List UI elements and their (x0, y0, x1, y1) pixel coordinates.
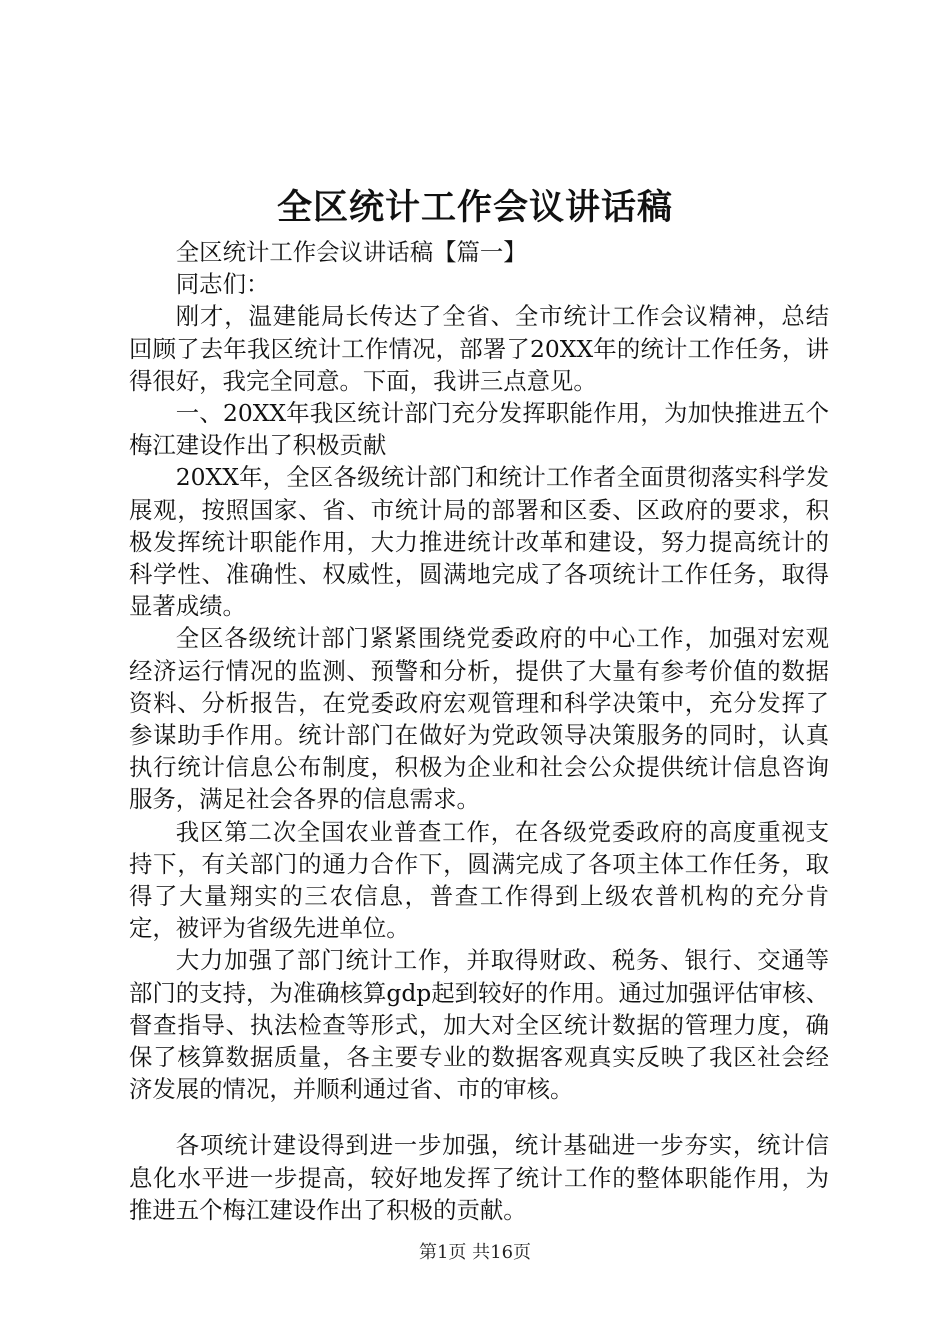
paragraph-overview: 20XX年，全区各级统计部门和统计工作者全面贯彻落实科学发展观，按照国家、省、市统计局的部署和区委、区政府的要求，积极发挥统计职能作用，大力推进统计改革和建设，努力提高统计的科学性、准确性、权威性，圆满地完成了各项统计工作任务，取得显著成绩。 (129, 463, 829, 621)
paragraph-intro: 刚才，温建能局长传达了全省、全市统计工作会议精神，总结回顾了去年我区统计工作情况，部署了20XX年的统计工作任务，讲得很好，我完全同意。下面，我讲三点意见。 (129, 302, 829, 395)
document-body (129, 236, 829, 1226)
paragraph-macro-monitoring: 全区各级统计部门紧紧围绕党委政府的中心工作，加强对宏观经济运行情况的监测、预警和分析，提供了大量有参考价值的数据资料、分析报告，在党委政府宏观管理和科学决策中，充分发挥了参谋助手作用。统计部门在做好为党政领导决策服务的同时，认真执行统计信息公布制度，积极为企业和社会公众提供统计信息咨询服务，满足社会各界的信息需求。 (129, 624, 829, 814)
page-number-footer: 第1页 共16页 (418, 1242, 532, 1263)
document-title: 全区统计工作会议讲话稿 (276, 187, 673, 228)
paragraph-section-heading: 全区统计工作会议讲话稿【篇一】 (175, 238, 527, 266)
paragraph-department-statistics: 大力加强了部门统计工作，并取得财政、税务、银行、交通等部门的支持，为准确核算gdp起到较好的作用。通过加强评估审核、督查指导、执法检查等形式，加大对全区统计数据的管理力度，确保了核算数据质量，各主要专业的数据客观真实反映了我区社会经济发展的情况，并顺利通过省、市的审核。 (129, 946, 829, 1104)
paragraph-point-one-heading: 一、20XX年我区统计部门充分发挥职能作用，为加快推进五个梅江建设作出了积极贡献 (129, 399, 829, 460)
paragraph-salutation: 同志们： (175, 270, 270, 299)
paragraph-agricultural-census: 我区第二次全国农业普查工作，在各级党委政府的高度重视支持下，有关部门的通力合作下，圆满完成了各项主体工作任务，取得了大量翔实的三农信息，普查工作得到上级农普机构的充分肯定，被评为省级先进单位。 (129, 817, 829, 943)
paragraph-statistics-construction: 各项统计建设得到进一步加强，统计基础进一步夯实，统计信息化水平进一步提高，较好地发挥了统计工作的整体职能作用，为推进五个梅江建设作出了积极的贡献。 (129, 1131, 829, 1224)
